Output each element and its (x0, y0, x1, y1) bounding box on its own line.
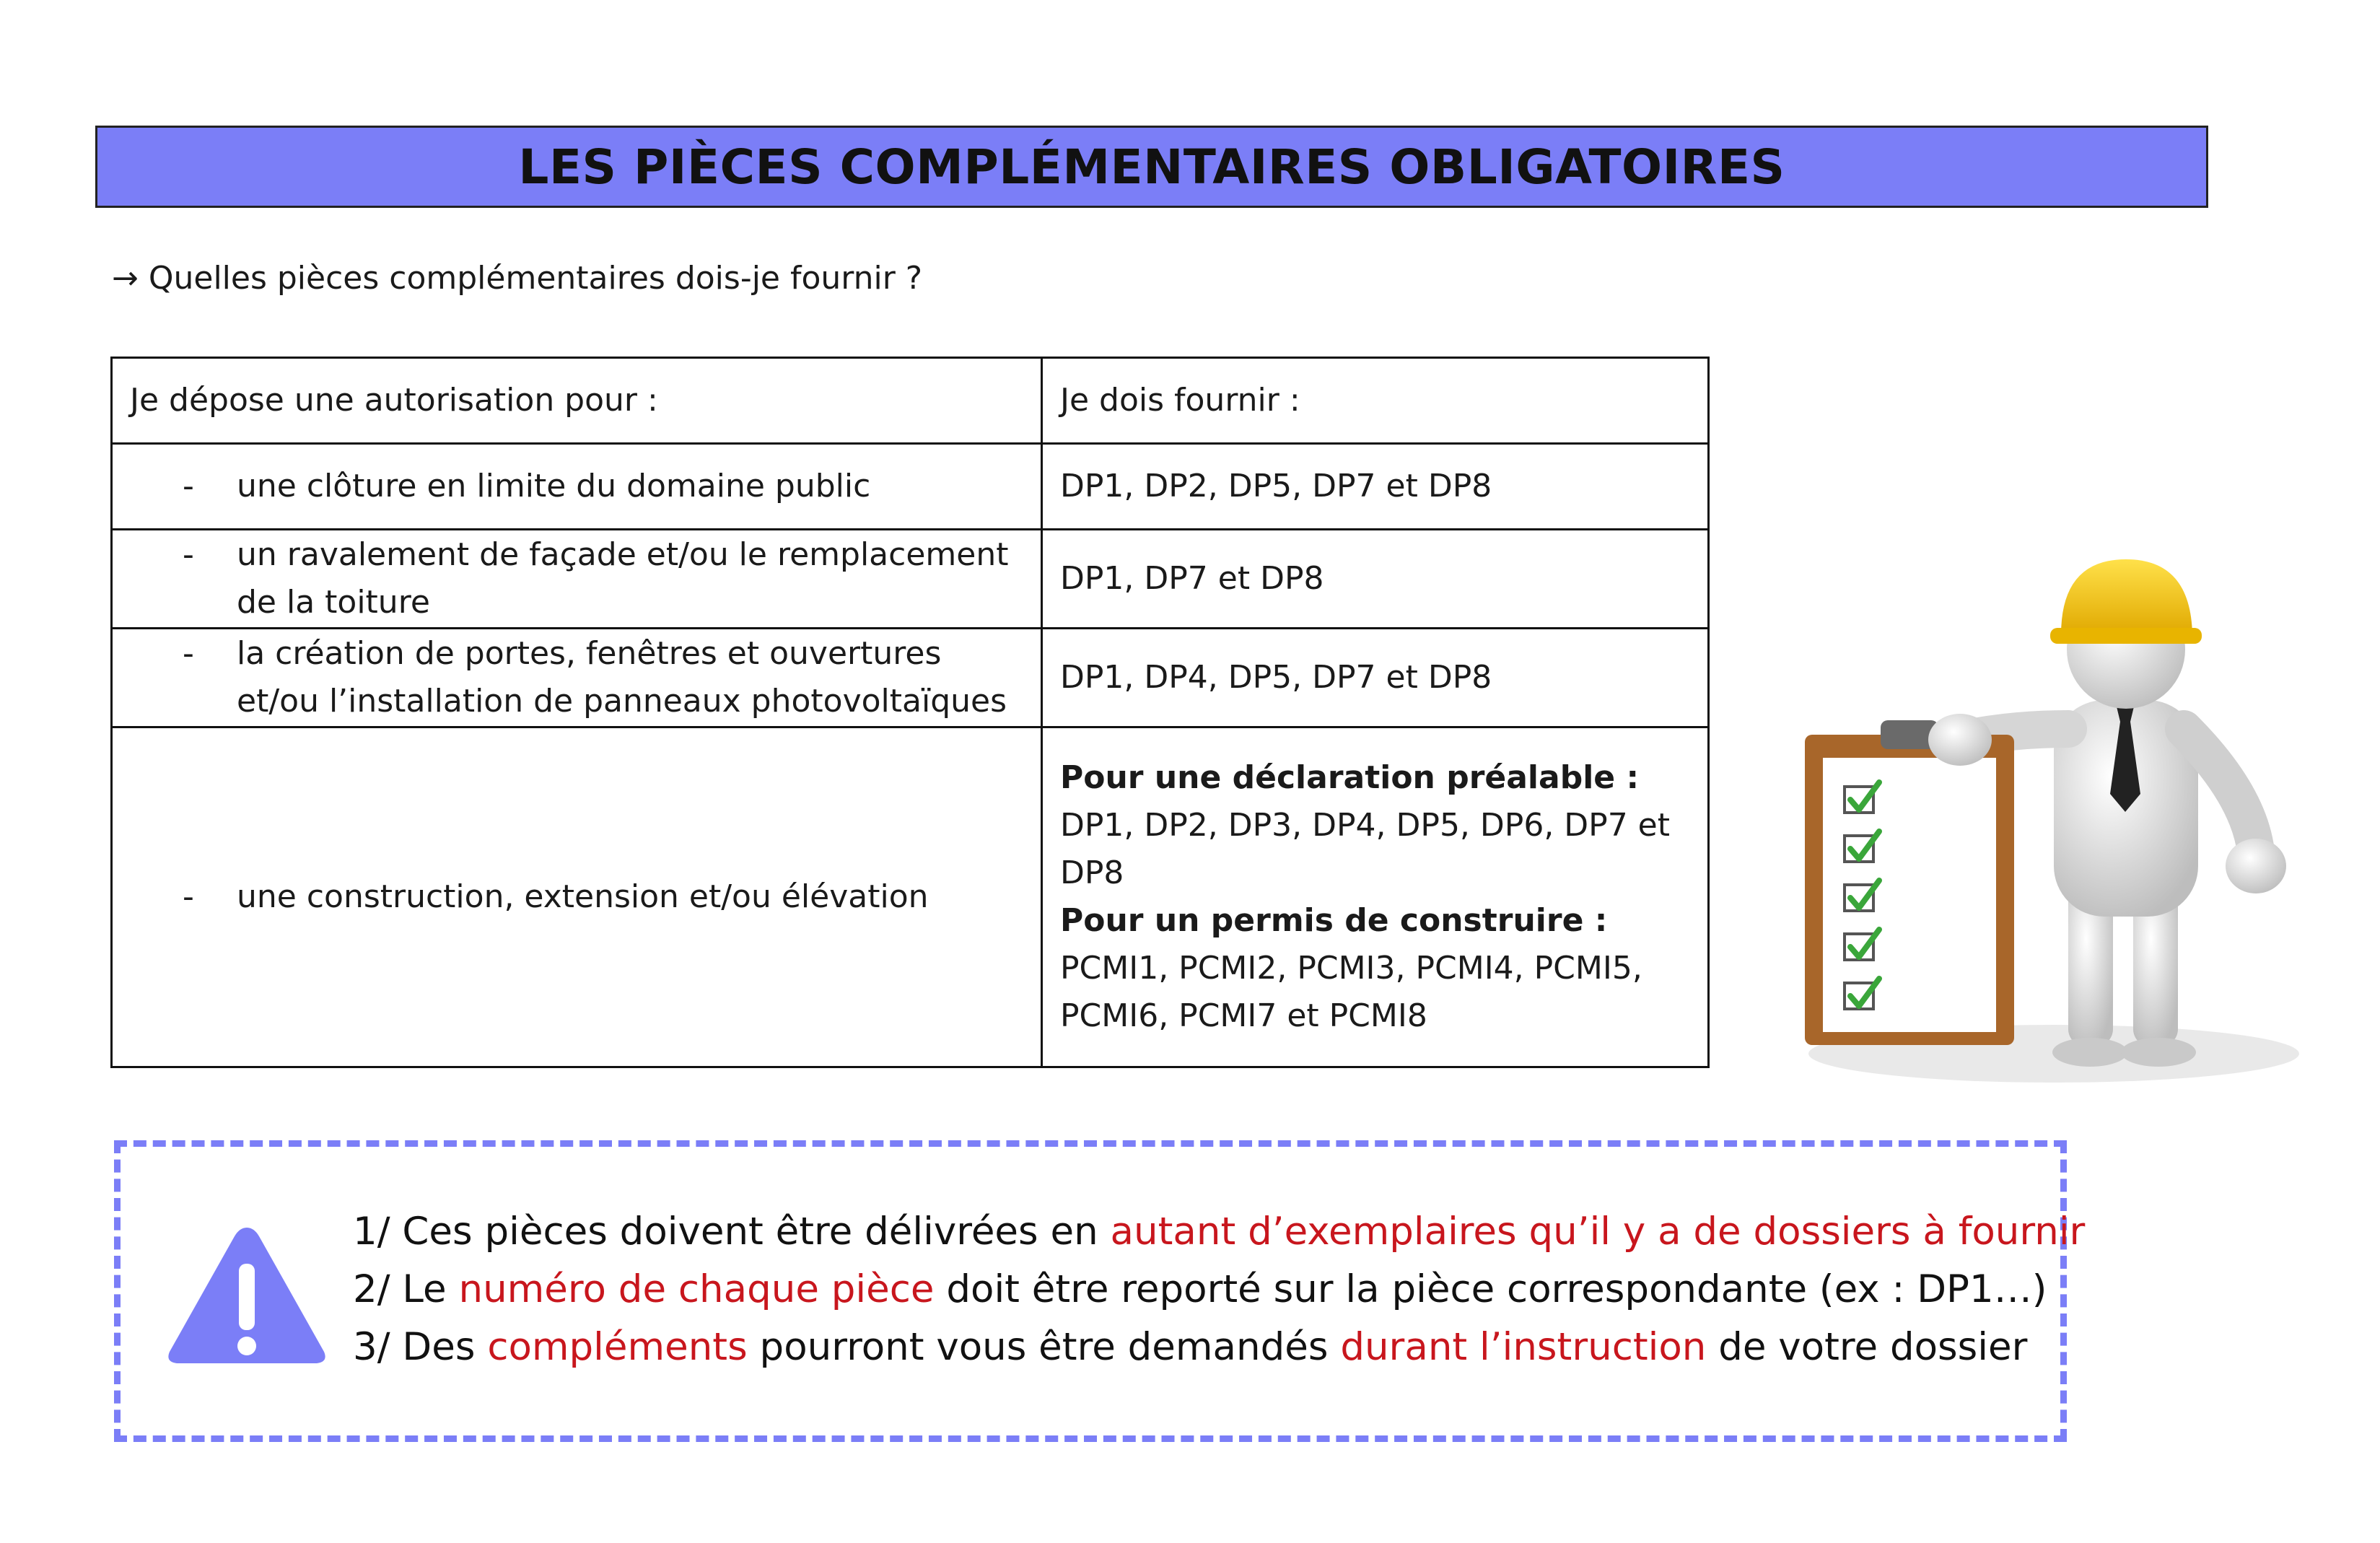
title-banner (95, 126, 2208, 208)
row-value: DP1, DP2, DP5, DP7 et DP8 (1042, 444, 1709, 530)
row-item (112, 727, 1042, 1067)
checklist-figure-illustration (1751, 491, 2314, 1104)
table-row (112, 530, 1709, 629)
note-highlight: durant l’instruction (1340, 1325, 1707, 1369)
note-text: 2/ Le (353, 1267, 459, 1311)
note-line (353, 1203, 2085, 1261)
row-item (112, 530, 1042, 629)
note-highlight: autant d’exemplaires qu’il y a de dossiers à fournir (1110, 1210, 2086, 1254)
row-dash: - (183, 878, 194, 915)
row-value: DP1, DP7 et DP8 (1042, 530, 1709, 629)
row-item (112, 444, 1042, 530)
warning-box (114, 1140, 2086, 1442)
note-highlight: compléments (487, 1325, 748, 1369)
notes-list (353, 1203, 2085, 1376)
dp-label: Pour une déclaration préalable : (1060, 759, 1640, 796)
row-dash: - (183, 468, 194, 504)
pc-label: Pour un permis de construire : (1060, 902, 1608, 939)
note-text: doit être reporté sur la pièce correspondante (ex : DP1…) (934, 1267, 2047, 1311)
note-line (353, 1261, 2085, 1319)
note-line (353, 1319, 2085, 1376)
row-value (1042, 727, 1709, 1067)
note-highlight: numéro de chaque pièce (458, 1267, 935, 1311)
note-text: 3/ Des (353, 1325, 488, 1369)
table-row (112, 629, 1709, 727)
note-text: pourront vous être demandés (747, 1325, 1341, 1369)
note-text: de votre dossier (1706, 1325, 2028, 1369)
dp-list: DP1, DP2, DP3, DP4, DP5, DP6, DP7 et DP8 (1060, 807, 1671, 891)
header-fournir: Je dois fournir : (1042, 358, 1709, 444)
question-text: → Quelles pièces complémentaires dois-je fournir ? (112, 260, 923, 297)
row-dash: - (183, 635, 194, 672)
page-title: LES PIÈCES COMPLÉMENTAIRES OBLIGATOIRES (518, 139, 1785, 195)
table-row (112, 444, 1709, 530)
row-item-label: la création de portes, fenêtres et ouvertures et/ou l’installation de panneaux photovoltaïques (237, 635, 1007, 720)
row-item (112, 629, 1042, 727)
row-item-label: un ravalement de façade et/ou le remplacement de la toiture (237, 536, 1009, 621)
note-text: 1/ Ces pièces doivent être délivrées en (353, 1210, 1111, 1254)
row-item-label: une clôture en limite du domaine public (237, 468, 871, 504)
table-row (112, 727, 1709, 1067)
pieces-table (110, 357, 1710, 1068)
warning-triangle-icon (164, 1219, 330, 1371)
pc-list: PCMI1, PCMI2, PCMI3, PCMI4, PCMI5, PCMI6, PCMI7 et PCMI8 (1060, 950, 1642, 1034)
header-autorisation: Je dépose une autorisation pour : (112, 358, 1042, 444)
row-value: DP1, DP4, DP5, DP7 et DP8 (1042, 629, 1709, 727)
row-item-label: une construction, extension et/ou élévation (237, 878, 929, 915)
table-header-row (112, 358, 1709, 444)
row-dash: - (183, 536, 194, 573)
